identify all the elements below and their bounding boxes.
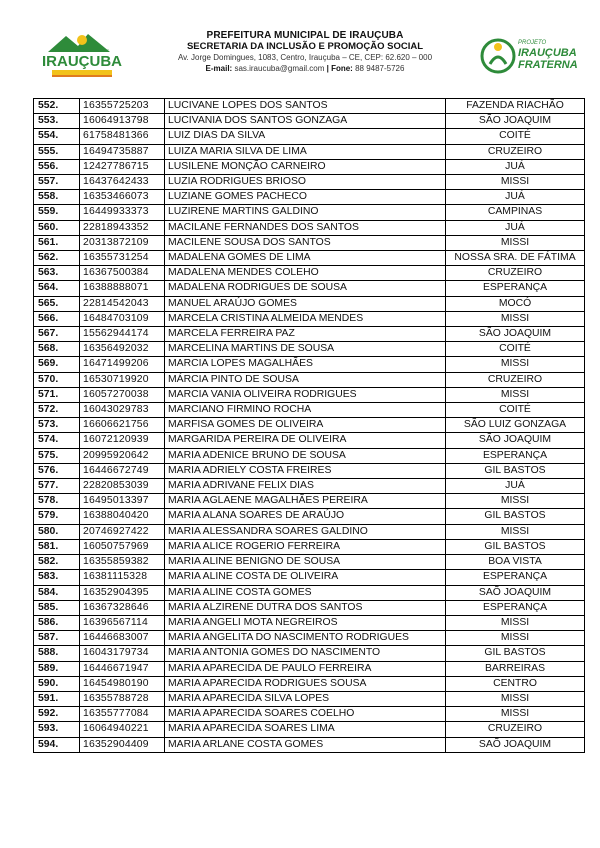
beneficiary-name: MARIA ALESSANDRA SOARES GALDINO xyxy=(165,524,446,539)
beneficiary-name: LUIZA MARIA SILVA DE LIMA xyxy=(165,144,446,159)
beneficiary-name: MARIA ANTONIA GOMES DO NASCIMENTO xyxy=(165,646,446,661)
header-line-2: SECRETARIA DA INCLUSÃO E PROMOÇÃO SOCIAL xyxy=(186,41,424,52)
table-row xyxy=(34,691,585,706)
nis-number: 16064913798 xyxy=(80,114,165,129)
row-number: 555. xyxy=(34,144,80,159)
nis-number: 16446671947 xyxy=(80,661,165,676)
locality: ESPERANÇA xyxy=(446,570,585,585)
table-row xyxy=(34,281,585,296)
nis-number: 16495013397 xyxy=(80,494,165,509)
table-row xyxy=(34,539,585,554)
prefeitura-logo xyxy=(38,28,126,84)
row-number: 592. xyxy=(34,707,80,722)
locality: MISSI xyxy=(446,615,585,630)
beneficiary-name: MARIA APARECIDA RODRIGUES SOUSA xyxy=(165,676,446,691)
locality: CRUZEIRO xyxy=(446,266,585,281)
phone-value: 88 9487-5726 xyxy=(355,64,405,73)
nis-number: 20746927422 xyxy=(80,524,165,539)
nis-number: 16367328646 xyxy=(80,600,165,615)
table-row xyxy=(34,220,585,235)
locality: SAÕ JOAQUIM xyxy=(446,737,585,752)
table-row xyxy=(34,235,585,250)
nis-number: 12427786715 xyxy=(80,159,165,174)
locality: CRUZEIRO xyxy=(446,372,585,387)
nis-number: 16356492032 xyxy=(80,342,165,357)
beneficiary-table xyxy=(33,98,585,753)
row-number: 578. xyxy=(34,494,80,509)
locality: COITÉ xyxy=(446,129,585,144)
locality: SÃO JOAQUIM xyxy=(446,114,585,129)
row-number: 593. xyxy=(34,722,80,737)
table-row xyxy=(34,494,585,509)
row-number: 563. xyxy=(34,266,80,281)
locality: MISSI xyxy=(446,387,585,402)
locality: JUÁ xyxy=(446,479,585,494)
table-row xyxy=(34,707,585,722)
locality: MISSI xyxy=(446,357,585,372)
locality: FAZENDA RIACHÃO xyxy=(446,99,585,114)
row-number: 559. xyxy=(34,205,80,220)
table-row xyxy=(34,129,585,144)
nis-number: 16352904395 xyxy=(80,585,165,600)
row-number: 586. xyxy=(34,615,80,630)
table-row xyxy=(34,479,585,494)
table-row xyxy=(34,296,585,311)
locality: CENTRO xyxy=(446,676,585,691)
row-number: 584. xyxy=(34,585,80,600)
beneficiary-name: MARIA ADRIELY COSTA FREIRES xyxy=(165,463,446,478)
table-row xyxy=(34,661,585,676)
nis-number: 16355725203 xyxy=(80,99,165,114)
beneficiary-name: MARCIA VANIA OLIVEIRA RODRIGUES xyxy=(165,387,446,402)
row-number: 561. xyxy=(34,235,80,250)
locality: MISSI xyxy=(446,691,585,706)
locality: ESPERANÇA xyxy=(446,448,585,463)
beneficiary-name: MARIA ARLANE COSTA GOMES xyxy=(165,737,446,752)
beneficiary-name: MARCELA CRISTINA ALMEIDA MENDES xyxy=(165,311,446,326)
nis-number: 22814542043 xyxy=(80,296,165,311)
locality: COITÉ xyxy=(446,342,585,357)
row-number: 574. xyxy=(34,433,80,448)
beneficiary-name: MACILENE SOUSA DOS SANTOS xyxy=(165,235,446,250)
nis-number: 16606621756 xyxy=(80,418,165,433)
right-logo-line3: FRATERNA xyxy=(518,59,578,71)
table-row xyxy=(34,418,585,433)
locality: BOA VISTA xyxy=(446,555,585,570)
row-number: 577. xyxy=(34,479,80,494)
table-row xyxy=(34,722,585,737)
beneficiary-name: MARCELINA MARTINS DE SOUSA xyxy=(165,342,446,357)
locality: MISSI xyxy=(446,631,585,646)
left-logo-title: IRAUÇUBA xyxy=(42,53,122,70)
nis-number: 22820853039 xyxy=(80,479,165,494)
table-row xyxy=(34,737,585,752)
row-number: 583. xyxy=(34,570,80,585)
projeto-fraterna-logo xyxy=(480,30,578,82)
row-number: 591. xyxy=(34,691,80,706)
row-number: 589. xyxy=(34,661,80,676)
nis-number: 16352904409 xyxy=(80,737,165,752)
locality: GIL BASTOS xyxy=(446,463,585,478)
locality: MISSI xyxy=(446,494,585,509)
beneficiary-name: MARFISA GOMES DE OLIVEIRA xyxy=(165,418,446,433)
table-row xyxy=(34,266,585,281)
row-number: 567. xyxy=(34,327,80,342)
beneficiary-name: LUZIRENE MARTINS GALDINO xyxy=(165,205,446,220)
table-row xyxy=(34,403,585,418)
locality: JUÁ xyxy=(446,159,585,174)
nis-number: 16454980190 xyxy=(80,676,165,691)
beneficiary-name: MARIA ALINE BENIGNO DE SOUSA xyxy=(165,555,446,570)
nis-number: 16484703109 xyxy=(80,311,165,326)
row-number: 572. xyxy=(34,403,80,418)
table-row xyxy=(34,357,585,372)
table-row xyxy=(34,433,585,448)
nis-number: 20995920642 xyxy=(80,448,165,463)
beneficiary-name: MARIA ADRIVANE FELIX DIAS xyxy=(165,479,446,494)
row-number: 562. xyxy=(34,251,80,266)
nis-number: 20313872109 xyxy=(80,235,165,250)
beneficiary-name: LUZIANE GOMES PACHECO xyxy=(165,190,446,205)
beneficiary-name: MARIA AGLAENE MAGALHÃES PEREIRA xyxy=(165,494,446,509)
row-number: 571. xyxy=(34,387,80,402)
nis-number: 16471499206 xyxy=(80,357,165,372)
beneficiary-name: MARIA APARECIDA DE PAULO FERREIRA xyxy=(165,661,446,676)
table-row xyxy=(34,463,585,478)
row-number: 568. xyxy=(34,342,80,357)
locality: SÃO JOAQUIM xyxy=(446,433,585,448)
nis-number: 16446683007 xyxy=(80,631,165,646)
nis-number: 16449933373 xyxy=(80,205,165,220)
locality: JUÁ xyxy=(446,190,585,205)
row-number: 588. xyxy=(34,646,80,661)
beneficiary-name: MARGARIDA PEREIRA DE OLIVEIRA xyxy=(165,433,446,448)
nis-number: 16367500384 xyxy=(80,266,165,281)
beneficiary-name: MADALENA MENDES COLEHO xyxy=(165,266,446,281)
row-number: 594. xyxy=(34,737,80,752)
beneficiary-name: MARCIANO FIRMINO ROCHA xyxy=(165,403,446,418)
row-number: 587. xyxy=(34,631,80,646)
locality: MISSI xyxy=(446,707,585,722)
row-number: 576. xyxy=(34,463,80,478)
table-row xyxy=(34,311,585,326)
row-number: 585. xyxy=(34,600,80,615)
table-row xyxy=(34,555,585,570)
beneficiary-name: LUCIVANE LOPES DOS SANTOS xyxy=(165,99,446,114)
nis-number: 16437642433 xyxy=(80,175,165,190)
nis-number: 16353466073 xyxy=(80,190,165,205)
row-number: 590. xyxy=(34,676,80,691)
beneficiary-name: MARIA ALZIRENE DUTRA DOS SANTOS xyxy=(165,600,446,615)
row-number: 566. xyxy=(34,311,80,326)
table-row xyxy=(34,387,585,402)
row-number: 558. xyxy=(34,190,80,205)
header-text-block xyxy=(140,30,470,74)
email-label: E-mail: xyxy=(205,64,233,73)
table-row xyxy=(34,570,585,585)
row-number: 553. xyxy=(34,114,80,129)
nis-number: 16043029783 xyxy=(80,403,165,418)
locality: MISSI xyxy=(446,311,585,326)
beneficiary-name: LUCIVANIA DOS SANTOS GONZAGA xyxy=(165,114,446,129)
table-row xyxy=(34,175,585,190)
row-number: 573. xyxy=(34,418,80,433)
nis-number: 16064940221 xyxy=(80,722,165,737)
locality: COITÉ xyxy=(446,403,585,418)
nis-number: 61758481366 xyxy=(80,129,165,144)
table-row xyxy=(34,676,585,691)
nis-number: 16355731254 xyxy=(80,251,165,266)
beneficiary-table-body xyxy=(34,99,585,753)
nis-number: 16494735887 xyxy=(80,144,165,159)
locality: CAMPINAS xyxy=(446,205,585,220)
beneficiary-name: LUZIA RODRIGUES BRIOSO xyxy=(165,175,446,190)
header-address: Av. Jorge Domingues, 1083, Centro, Irauçuba – CE, CEP: 62.620 – 000 xyxy=(177,53,433,62)
beneficiary-name: LUIZ DIAS DA SILVA xyxy=(165,129,446,144)
locality: GIL BASTOS xyxy=(446,509,585,524)
row-number: 569. xyxy=(34,357,80,372)
table-row xyxy=(34,99,585,114)
nis-number: 16388888071 xyxy=(80,281,165,296)
table-row xyxy=(34,509,585,524)
beneficiary-name: MANUEL ARAÚJO GOMES xyxy=(165,296,446,311)
nis-number: 16388040420 xyxy=(80,509,165,524)
row-number: 556. xyxy=(34,159,80,174)
locality: MISSI xyxy=(446,524,585,539)
beneficiary-name: MARIA ALINE COSTA DE OLIVEIRA xyxy=(165,570,446,585)
table-row xyxy=(34,600,585,615)
left-logo-subtitle: PREFEITURA MUNICIPAL DE xyxy=(54,48,110,53)
locality: BARREIRAS xyxy=(446,661,585,676)
beneficiary-name: MARIA ADENICE BRUNO DE SOUSA xyxy=(165,448,446,463)
table-row xyxy=(34,342,585,357)
row-number: 560. xyxy=(34,220,80,235)
row-number: 564. xyxy=(34,281,80,296)
beneficiary-name: MADALENA RODRIGUES DE SOUSA xyxy=(165,281,446,296)
locality: ESPERANÇA xyxy=(446,600,585,615)
row-number: 552. xyxy=(34,99,80,114)
locality: MISSI xyxy=(446,175,585,190)
nis-number: 22818943352 xyxy=(80,220,165,235)
row-number: 579. xyxy=(34,509,80,524)
nis-number: 16355788728 xyxy=(80,691,165,706)
locality: CRUZEIRO xyxy=(446,144,585,159)
nis-number: 16043179734 xyxy=(80,646,165,661)
header-line-1: PREFEITURA MUNICIPAL DE IRAUÇUBA xyxy=(206,30,404,41)
beneficiary-name: MARIA ANGELI MOTA NEGREIROS xyxy=(165,615,446,630)
locality: SÃO LUIZ GONZAGA xyxy=(446,418,585,433)
right-logo-line2: IRAUÇUBA xyxy=(518,47,577,59)
table-row xyxy=(34,205,585,220)
table-row xyxy=(34,327,585,342)
beneficiary-name: MARCELA FERREIRA PAZ xyxy=(165,327,446,342)
nis-number: 16057270038 xyxy=(80,387,165,402)
row-number: 557. xyxy=(34,175,80,190)
table-row xyxy=(34,524,585,539)
beneficiary-name: LUSILENE MONÇÃO CARNEIRO xyxy=(165,159,446,174)
table-row xyxy=(34,251,585,266)
locality: SAÕ JOAQUIM xyxy=(446,585,585,600)
nis-number: 15562944174 xyxy=(80,327,165,342)
beneficiary-name: MARIA APARECIDA SILVA LOPES xyxy=(165,691,446,706)
row-number: 582. xyxy=(34,555,80,570)
beneficiary-name: MARCIA LOPES MAGALHÃES xyxy=(165,357,446,372)
nis-number: 16355777084 xyxy=(80,707,165,722)
beneficiary-name: MARIA ALICE ROGERIO FERREIRA xyxy=(165,539,446,554)
right-logo-line1: PROJETO xyxy=(518,40,547,46)
beneficiary-name: MARIA ANGELITA DO NASCIMENTO RODRIGUES xyxy=(165,631,446,646)
beneficiary-name: MARIA APARECIDA SOARES LIMA xyxy=(165,722,446,737)
table-row xyxy=(34,190,585,205)
row-number: 565. xyxy=(34,296,80,311)
beneficiary-name: MARIA ALINE COSTA GOMES xyxy=(165,585,446,600)
table-row xyxy=(34,646,585,661)
phone-label: | Fone: xyxy=(326,64,353,73)
row-number: 581. xyxy=(34,539,80,554)
header-contact xyxy=(140,63,470,74)
beneficiary-name: MADALENA GOMES DE LIMA xyxy=(165,251,446,266)
table-row xyxy=(34,372,585,387)
locality: JUÁ xyxy=(446,220,585,235)
email-value: sas.iraucuba@gmail.com xyxy=(234,64,325,73)
row-number: 575. xyxy=(34,448,80,463)
locality: MOCÓ xyxy=(446,296,585,311)
row-number: 554. xyxy=(34,129,80,144)
locality: NOSSA SRA. DE FÁTIMA xyxy=(446,251,585,266)
nis-number: 16530719920 xyxy=(80,372,165,387)
nis-number: 16381115328 xyxy=(80,570,165,585)
beneficiary-name: MARIA APARECIDA SOARES COELHO xyxy=(165,707,446,722)
table-row xyxy=(34,585,585,600)
nis-number: 16355859382 xyxy=(80,555,165,570)
locality: GIL BASTOS xyxy=(446,539,585,554)
table-row xyxy=(34,114,585,129)
table-row xyxy=(34,615,585,630)
beneficiary-name: MÁRCIA PINTO DE SOUSA xyxy=(165,372,446,387)
table-row xyxy=(34,159,585,174)
locality: ESPERANÇA xyxy=(446,281,585,296)
locality: SÃO JOAQUIM xyxy=(446,327,585,342)
beneficiary-name: MARIA ALANA SOARES DE ARAÚJO xyxy=(165,509,446,524)
locality: GIL BASTOS xyxy=(446,646,585,661)
nis-number: 16072120939 xyxy=(80,433,165,448)
beneficiary-name: MACILANE FERNANDES DOS SANTOS xyxy=(165,220,446,235)
nis-number: 16446672749 xyxy=(80,463,165,478)
locality: MISSI xyxy=(446,235,585,250)
row-number: 580. xyxy=(34,524,80,539)
nis-number: 16050757969 xyxy=(80,539,165,554)
locality: CRUZEIRO xyxy=(446,722,585,737)
page-header xyxy=(0,22,600,92)
row-number: 570. xyxy=(34,372,80,387)
table-row xyxy=(34,144,585,159)
nis-number: 16396567114 xyxy=(80,615,165,630)
table-row xyxy=(34,631,585,646)
table-row xyxy=(34,448,585,463)
